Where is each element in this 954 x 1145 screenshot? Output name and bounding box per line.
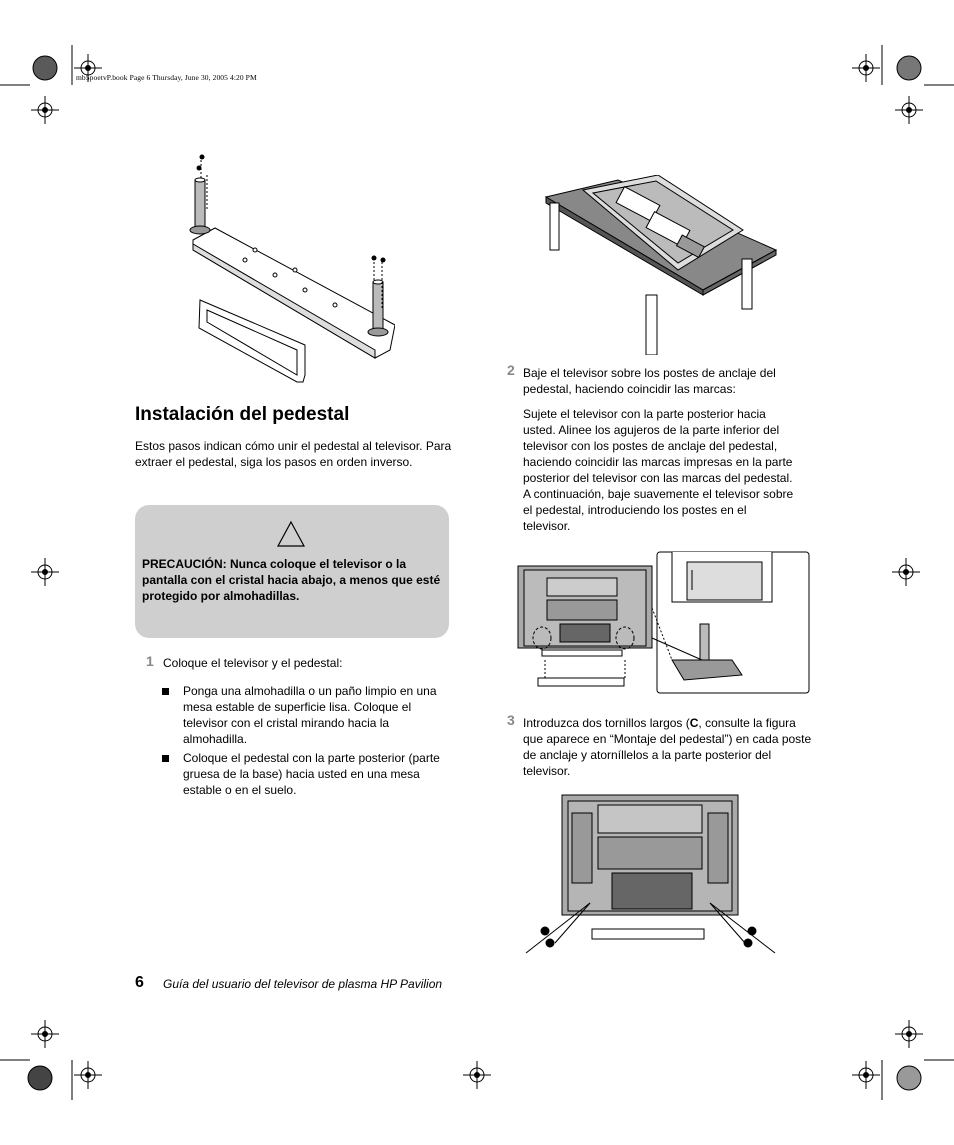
section-intro: Estos pasos indican cómo unir el pedestal al televisor. Para extraer el pedestal, siga los pasos en orden inverso.: [135, 439, 452, 469]
step-number: 1: [146, 653, 154, 669]
caution-text: PRECAUCIÓN: Nunca coloque el televisor o la pantalla con el cristal hacia abajo, a menos que esté protegido por almohadillas.: [142, 557, 441, 603]
step-text-before: Introduzca dos tornillos largos (: [523, 716, 690, 730]
footer-guide-title: Guía del usuario del televisor de plasma HP Pavilion: [163, 977, 443, 991]
caution-box: [135, 505, 449, 638]
print-header: mb5poetvP.book Page 6 Thursday, June 30, 2005 4:20 PM: [76, 73, 257, 82]
list-item: Coloque el pedestal con la parte posterior (parte gruesa de la base) hacia usted en una mesa estable o en el suelo.: [183, 751, 440, 797]
stand-assembly-illustration: [185, 150, 395, 390]
step-text: [523, 715, 813, 779]
tv-on-table-illustration: [538, 175, 778, 355]
step-text: Baje el televisor sobre los postes de anclaje del pedestal, haciendo coincidir las marcas:: [523, 366, 776, 396]
screw-insertion-illustration: [520, 793, 780, 963]
bullet-icon: [162, 755, 169, 762]
list-item: Ponga una almohadilla o un paño limpio en una mesa estable de superficie lisa. Coloque el televisor con el cristal mirando hacia la almohadilla.: [183, 684, 437, 746]
step-number: 2: [507, 362, 515, 378]
bullet-icon: [162, 688, 169, 695]
step-text-after: , consulte la figura que aparece en “Montaje del pedestal”) en cada poste de anclaje y atorníllelos a la parte posterior del televisor.: [523, 716, 812, 778]
step-text: Coloque el televisor y el pedestal:: [163, 656, 343, 670]
part-label: C: [689, 716, 699, 730]
step-number: 3: [507, 712, 515, 728]
step-detail: Sujete el televisor con la parte posterior hacia usted. Alinee los agujeros de la parte inferior del televisor con los postes de anclaje del pedestal, haciendo coincidir las marcas impresas en la parte posterior del televisor con las marcas del pedestal. A continuación, baje suavemente el televisor sobre el pedestal, introduciendo los postes en el televisor.: [523, 407, 794, 533]
page-number: 6: [135, 974, 144, 991]
tv-alignment-illustration: [512, 550, 812, 700]
warning-triangle-icon: [276, 520, 306, 548]
section-title: Instalación del pedestal: [135, 404, 350, 425]
